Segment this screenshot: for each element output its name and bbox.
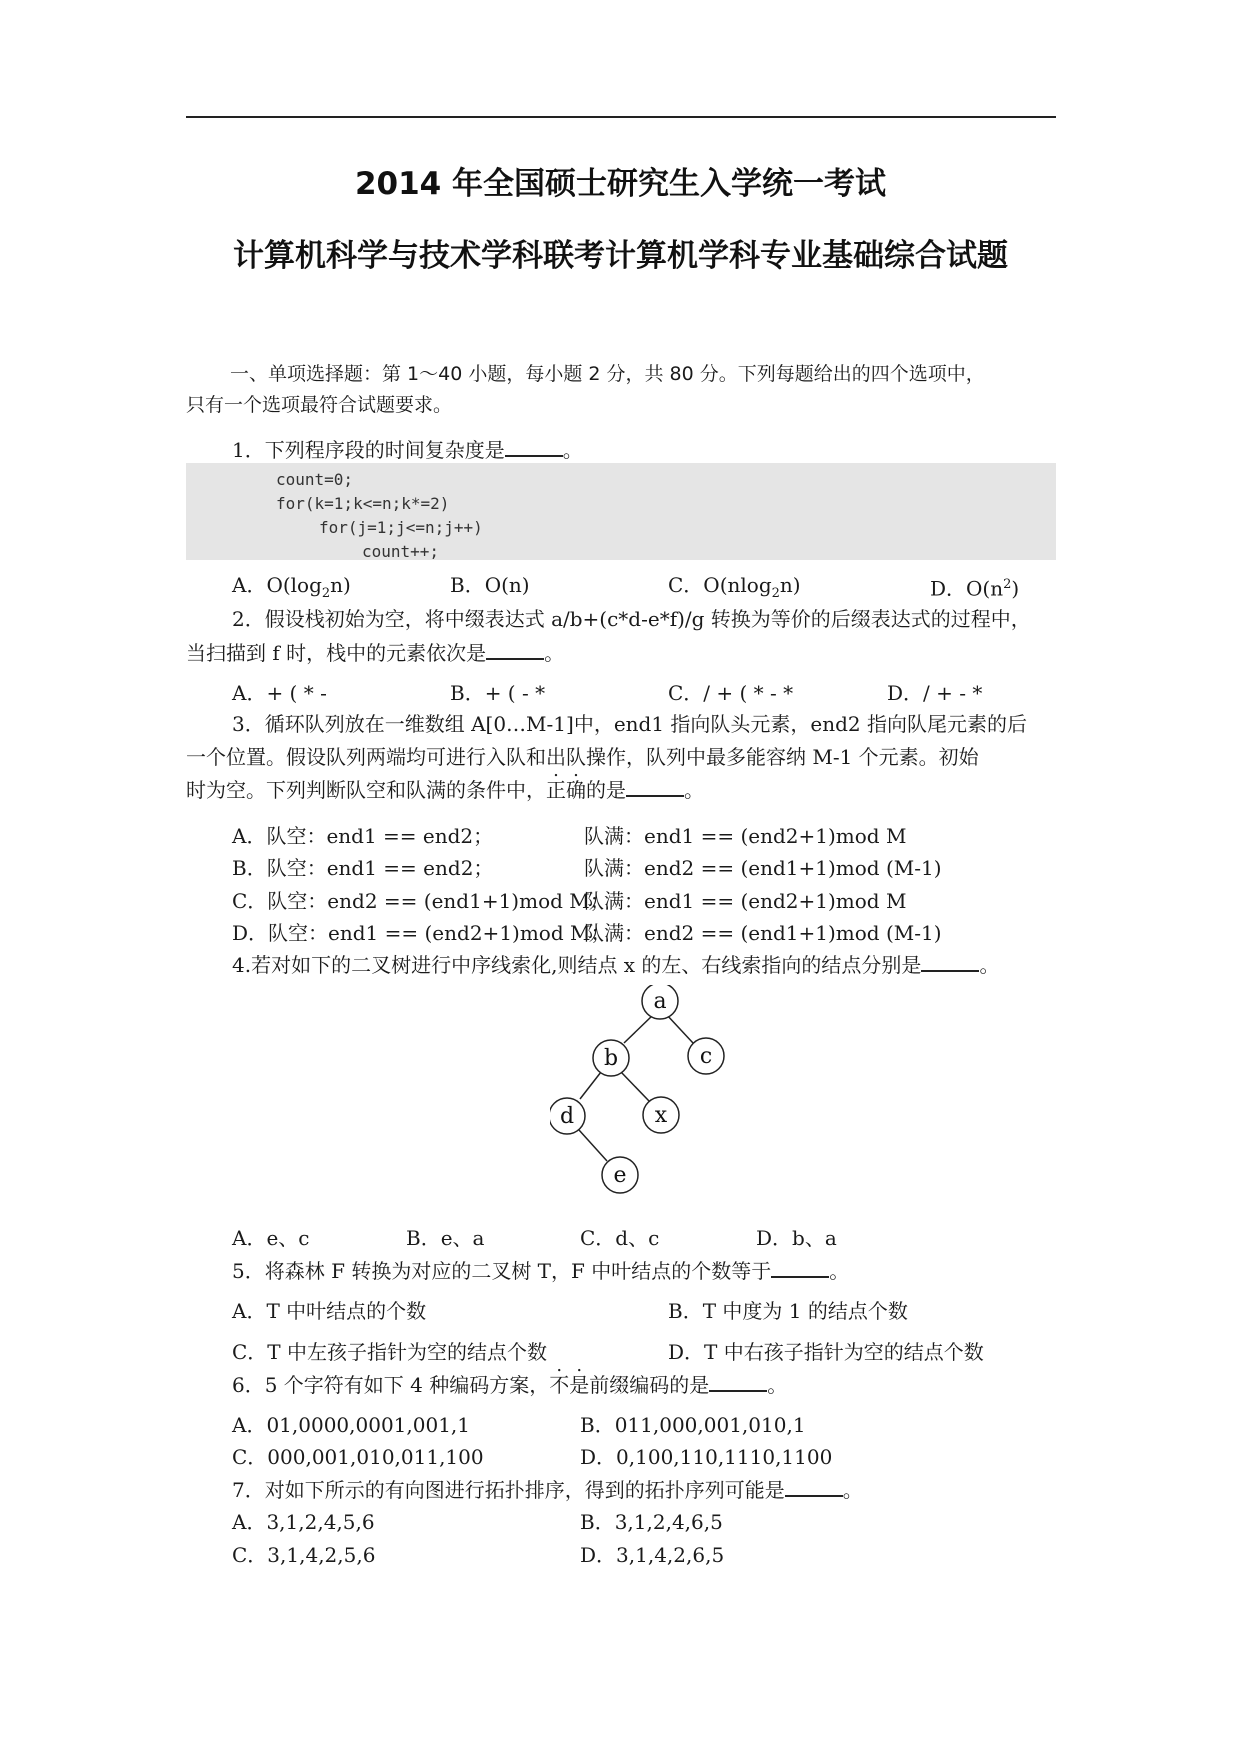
binary-tree-diagram	[550, 985, 750, 1215]
answer-blank	[505, 437, 563, 457]
question-6-option-c: C．000,001,010,011,100	[232, 1445, 484, 1469]
emphasis-char: 是	[569, 1373, 590, 1397]
top-rule	[186, 116, 1056, 118]
tree-node-label: d	[559, 1104, 575, 1129]
question-2-line2: 当扫描到 f 时，栈中的元素依次是 。	[186, 641, 565, 665]
code-line: for(k=1;k<=n;k*=2)	[276, 494, 450, 513]
question-7-option-b: B．3,1,2,4,6,5	[580, 1510, 723, 1534]
question-7-option-d: D．3,1,4,2,6,5	[580, 1543, 725, 1567]
question-2-option-b: B．+ ( - *	[450, 681, 546, 705]
answer-blank	[921, 952, 979, 972]
question-2-option-a: A．+ ( * -	[232, 681, 327, 705]
answer-blank	[486, 640, 544, 660]
question-2-option-c: C．/ + ( * - *	[668, 681, 794, 705]
code-line: count=0;	[276, 470, 354, 489]
section-instructions-line2: 只有一个选项最符合试题要求。	[186, 394, 453, 416]
question-3-option-b-right: 队满：end2 == (end1+1)mod (M-1)	[584, 856, 942, 880]
question-3-option-d-right: 队满：end2 == (end1+1)mod (M-1)	[584, 921, 942, 945]
tree-edge	[579, 1130, 607, 1161]
question-4-option-c: C．d、c	[580, 1226, 660, 1250]
question-4-stem: 4.若对如下的二叉树进行中序线索化,则结点 x 的左、右线索指向的结点分别是 。	[232, 953, 1000, 977]
question-3-line3: 时为空。下列判断队空和队满的条件中，正确的是 。	[186, 778, 704, 802]
question-1-option-d: D．$O(n^2)$	[930, 576, 1020, 601]
question-7-stem: 7．对如下所示的有向图进行拓扑排序，得到的拓扑序列可能是 。	[232, 1478, 863, 1502]
tree-edge	[666, 1014, 693, 1043]
question-6-option-b: B．011,000,001,010,1	[580, 1413, 806, 1437]
question-2-option-d: D．/ + - *	[887, 681, 983, 705]
question-7-option-c: C．3,1,4,2,5,6	[232, 1543, 376, 1567]
question-6-stem: 6．5 个字符有如下 4 种编码方案，不是前缀编码的是 。	[232, 1373, 788, 1397]
tree-node-label: a	[653, 989, 667, 1014]
question-3-option-c-right: 队满：end1 == (end2+1)mod M	[584, 889, 907, 913]
question-6-option-a: A．01,0000,0001,001,1	[232, 1413, 471, 1437]
section-instructions-line1: 一、单项选择题：第 1～40 小题，每小题 2 分，共 80 分。下列每题给出的四个选项中，	[230, 363, 985, 385]
answer-blank	[785, 1477, 843, 1497]
tree-node-label: e	[613, 1163, 627, 1188]
emphasis-char: 不	[549, 1373, 570, 1397]
question-1-stem	[232, 437, 583, 463]
question-5-option-b: B．T 中度为 1 的结点个数	[668, 1299, 908, 1323]
question-4-option-a: A．e、c	[232, 1226, 310, 1250]
tree-edge	[580, 1072, 601, 1099]
question-3-option-a-right: 队满：end1 == (end2+1)mod M	[584, 824, 907, 848]
question-1-end: 。	[562, 438, 583, 462]
question-1-option-a: A．$O(\log_2n)$	[232, 573, 351, 601]
question-1-option-c: C．O(nlog$_2$n)	[668, 573, 801, 601]
question-7-option-a: A．3,1,2,4,5,6	[232, 1510, 375, 1534]
question-5-option-c: C．T 中左孩子指针为空的结点个数	[232, 1340, 547, 1364]
question-3-option-c-left: C．队空：end2 == (end1+1)mod M；	[232, 889, 610, 913]
answer-blank	[771, 1258, 829, 1278]
tree-edge	[624, 1014, 654, 1043]
exam-title: 2014 年全国硕士研究生入学统一考试	[354, 166, 887, 202]
question-3-option-a-left: A．队空：end1 == end2；	[232, 824, 494, 848]
answer-blank	[626, 777, 684, 797]
question-1-option-b: B．O(n)	[450, 573, 530, 597]
tree-node-label: c	[699, 1044, 713, 1069]
question-5-option-a: A．T 中叶结点的个数	[232, 1299, 427, 1323]
exam-subtitle: 计算机科学与技术学科联考计算机学科专业基础综合试题	[233, 238, 1008, 274]
tree-node-label: x	[654, 1103, 668, 1128]
question-6-option-d: D．0,100,110,1110,1100	[580, 1445, 833, 1469]
answer-blank	[709, 1372, 767, 1392]
question-4-option-d: D．b、a	[756, 1226, 837, 1250]
question-2-line1: 2．假设栈初始为空，将中缀表达式 a/b+(c*d-e*f)/g 转换为等价的后缀表达式的过程中，	[232, 607, 1031, 631]
code-line: count++;	[362, 542, 440, 561]
question-3-line2: 一个位置。假设队列两端均可进行入队和出队操作，队列中最多能容纳 M-1 个元素。初始	[186, 745, 979, 769]
code-block	[186, 463, 1056, 560]
question-1-text: 1．下列程序段的时间复杂度是	[232, 438, 505, 462]
code-line: for(j=1;j<=n;j++)	[319, 518, 483, 537]
question-5-stem: 5．将森林 F 转换为对应的二叉树 T，F 中叶结点的个数等于 。	[232, 1259, 850, 1283]
emphasis-char: 确	[566, 778, 586, 802]
question-3-line1: 3．循环队列放在一维数组 A[0…M-1]中，end1 指向队头元素，end2 指向队尾元素的后	[232, 712, 1028, 736]
question-3-option-d-left: D．队空：end1 == (end2+1)mod M；	[232, 921, 611, 945]
question-5-option-d: D．T 中右孩子指针为空的结点个数	[668, 1340, 984, 1364]
question-3-option-b-left: B．队空：end1 == end2；	[232, 856, 494, 880]
emphasis-char: 正	[546, 778, 566, 802]
question-4-option-b: B．e、a	[406, 1226, 485, 1250]
tree-edge	[621, 1072, 649, 1101]
tree-node-label: b	[603, 1046, 619, 1071]
